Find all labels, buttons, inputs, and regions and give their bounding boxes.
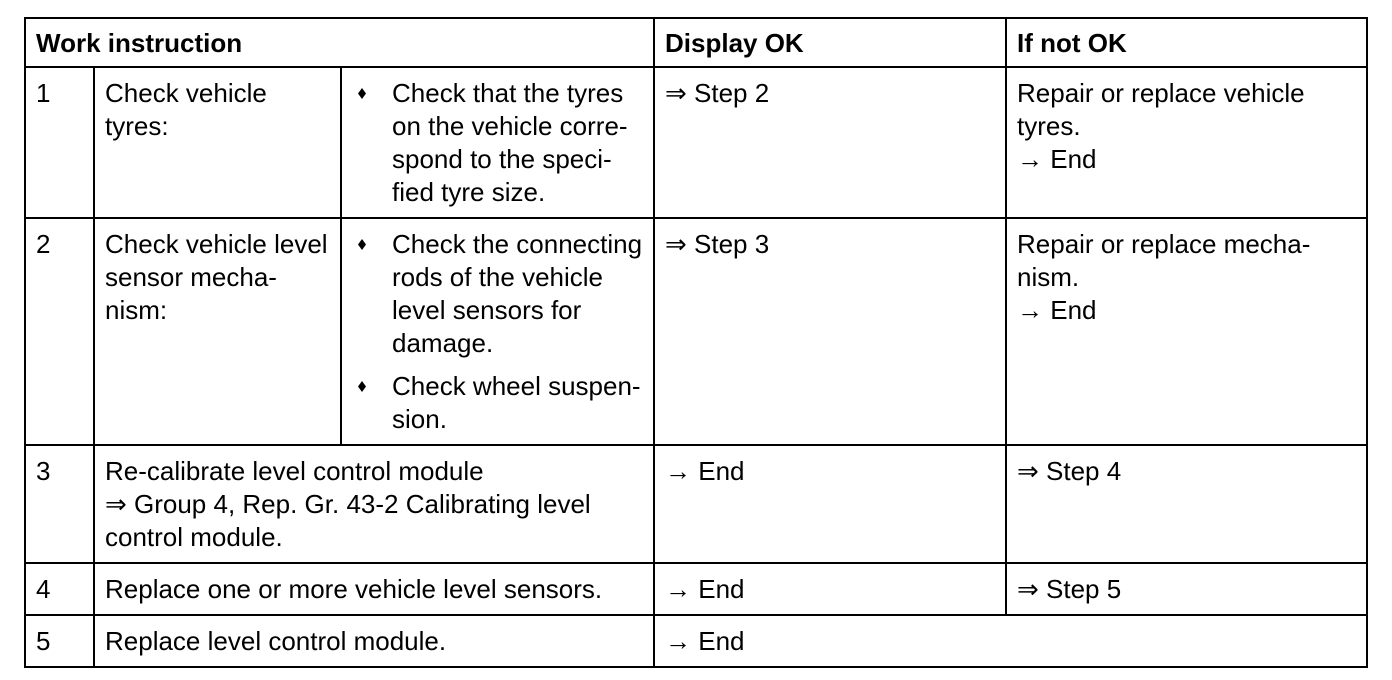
not-ok-line: nism. [1017, 262, 1080, 292]
task-line: sensor mecha- [105, 262, 277, 292]
header-work-instruction: Work instruction [25, 18, 654, 67]
table-row [25, 615, 1367, 667]
step-number: 4 [25, 563, 94, 615]
not-ok-line: Repair or replace vehicle [1017, 78, 1305, 108]
if-not-ok-cell [1006, 67, 1367, 218]
task-cell: Replace one or more vehicle level sensors. [94, 563, 654, 615]
not-ok-line: tyres. [1017, 111, 1081, 141]
header-display-ok: Display OK [654, 18, 1006, 67]
table-row [25, 67, 1367, 218]
diamond-bullet-icon [358, 88, 366, 99]
header-if-not-ok: If not OK [1006, 18, 1367, 67]
check-line: level sensors for [392, 295, 582, 325]
not-ok-line: ⇒ Step 5 [1017, 574, 1122, 604]
check-line: spond to the speci- [392, 144, 612, 174]
check-line: rods of the vehicle [392, 262, 604, 292]
display-ok-cell: → End [654, 563, 1006, 615]
task-line: control module. [105, 522, 283, 552]
check-line: fied tyre size. [392, 177, 546, 207]
if-not-ok-cell [1006, 563, 1367, 615]
check-line: sion. [392, 404, 447, 434]
not-ok-line: → End [1017, 295, 1097, 325]
task-line: Check vehicle level [105, 229, 328, 259]
check-list [352, 228, 643, 436]
task-cell: Replace level control module. [94, 615, 654, 667]
not-ok-line: Repair or replace mecha- [1017, 229, 1311, 259]
check-item [352, 77, 643, 209]
table-row [25, 218, 1367, 445]
table-row [25, 445, 1367, 563]
display-ok-cell: ⇒ Step 2 [654, 67, 1006, 218]
not-ok-line: ⇒ Step 4 [1017, 456, 1122, 486]
task-line: ⇒ Group 4, Rep. Gr. 43-2 Calibrating level [105, 489, 591, 519]
table-row [25, 563, 1367, 615]
check-line: damage. [392, 328, 494, 358]
task-line: Check vehicle [105, 78, 267, 108]
task-cell [94, 445, 654, 563]
check-item [352, 228, 643, 360]
diamond-bullet-icon [358, 239, 366, 250]
check-line: Check wheel suspen- [392, 371, 641, 401]
task-line: nism: [105, 295, 168, 325]
if-not-ok-cell [1006, 218, 1367, 445]
diamond-bullet-icon [358, 381, 366, 392]
check-cell [341, 67, 654, 218]
step-number: 1 [25, 67, 94, 218]
step-number: 3 [25, 445, 94, 563]
work-instruction-table [24, 17, 1368, 668]
if-not-ok-cell [1006, 445, 1367, 563]
task-line: tyres: [105, 111, 169, 141]
header-row [25, 18, 1367, 67]
task-line: Re-calibrate level control module [105, 456, 484, 486]
check-line: Check the connecting [392, 229, 643, 259]
step-number: 5 [25, 615, 94, 667]
check-line: on the vehicle corre- [392, 111, 628, 141]
check-list [352, 77, 643, 209]
display-ok-cell: → End [654, 615, 1367, 667]
task-cell [94, 218, 341, 445]
step-number: 2 [25, 218, 94, 445]
not-ok-line: → End [1017, 144, 1097, 174]
display-ok-cell: ⇒ Step 3 [654, 218, 1006, 445]
task-cell [94, 67, 341, 218]
check-cell [341, 218, 654, 445]
check-line: Check that the tyres [392, 78, 624, 108]
display-ok-cell: → End [654, 445, 1006, 563]
check-item [352, 370, 643, 436]
